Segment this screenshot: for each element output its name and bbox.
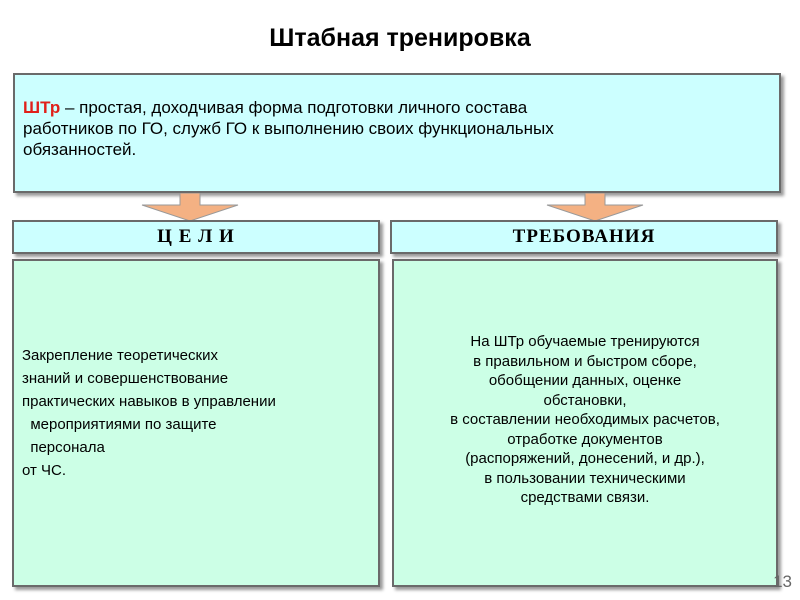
- requirements-header: ТРЕБОВАНИЯ: [390, 220, 778, 254]
- goals-body: [12, 259, 380, 587]
- requirement-line: средствами связи.: [520, 489, 650, 506]
- requirement-line: (распоряжений, донесений, и др.),: [465, 450, 705, 467]
- requirement-line: в правильном и быстром сборе,: [473, 352, 697, 370]
- requirement-line: в пользовании техническими: [484, 469, 686, 487]
- abbreviation: ШТр: [23, 98, 61, 117]
- requirements-body: [392, 259, 778, 587]
- requirement-line: отработке документов: [507, 430, 663, 448]
- goal-line: мероприятиями по защите: [22, 416, 217, 433]
- requirement-line: На ШТр обучаемые тренируются: [470, 333, 700, 350]
- goals-header: Ц Е Л И: [12, 220, 380, 254]
- arrow-down-icon: [140, 193, 240, 223]
- goal-line: персонала: [22, 439, 105, 456]
- definition-text: – простая, доходчивая форма подготовки личного состава работников по ГО, служб ГО к выполнению своих функциональных обязанностей.: [23, 98, 554, 159]
- goal-line: Закрепление теоретических: [22, 347, 218, 364]
- goal-line: знаний и совершенствование: [22, 370, 229, 387]
- requirement-line: обобщении данных, оценке: [488, 372, 682, 389]
- slide-title: Штабная тренировка: [269, 24, 531, 52]
- arrow-down-icon: [545, 193, 645, 223]
- definition-box: [13, 73, 781, 193]
- goal-line: практических навыков в управлении: [22, 393, 276, 410]
- requirement-line: в составлении необходимых расчетов,: [450, 411, 720, 428]
- requirement-line: обстановки,: [543, 391, 627, 409]
- page-number: 13: [773, 572, 792, 591]
- goal-line: от ЧС.: [22, 462, 67, 479]
